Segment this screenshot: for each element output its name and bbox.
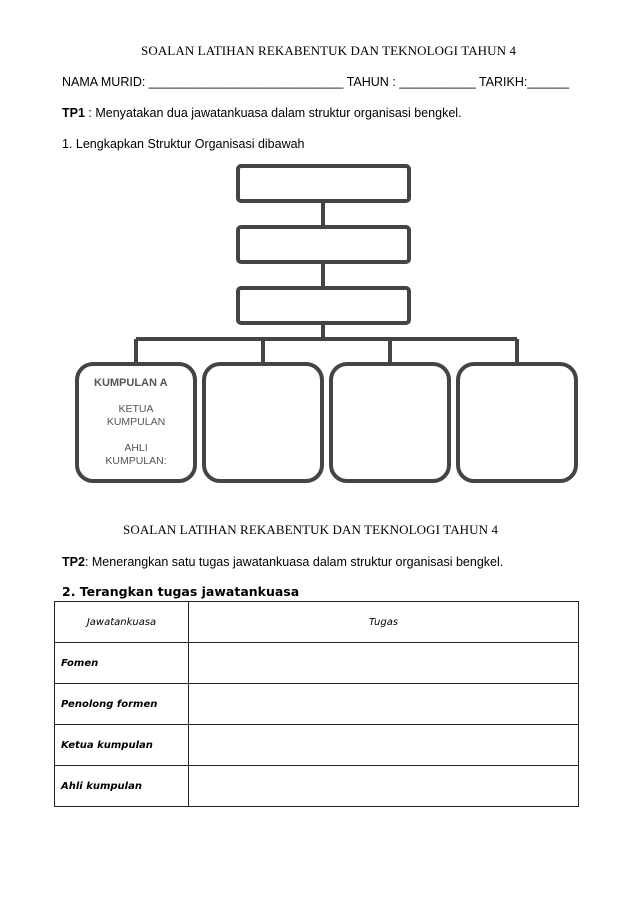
group-box-3[interactable] xyxy=(331,364,449,481)
duty-table xyxy=(54,601,579,807)
role-cell: Fomen xyxy=(55,643,189,684)
tp2-label: TP2 xyxy=(62,555,85,569)
worksheet-header-top: SOALAN LATIHAN REKABENTUK DAN TEKNOLOGI TAHUN 4 xyxy=(141,43,517,58)
tp2-statement xyxy=(62,555,503,569)
group-a-line-1: KETUA xyxy=(118,403,154,415)
group-a-line-4: KUMPULAN: xyxy=(105,455,167,467)
tp2-text: : Menerangkan satu tugas jawatankuasa dalam struktur organisasi bengkel. xyxy=(84,555,504,569)
org-box-level-2[interactable] xyxy=(238,227,409,262)
role-cell: Ahli kumpulan xyxy=(55,766,189,807)
tp1-label: TP1 xyxy=(62,106,85,120)
task-cell[interactable] xyxy=(189,725,579,766)
task-cell[interactable] xyxy=(189,766,579,807)
group-box-2[interactable] xyxy=(204,364,322,481)
task-cell[interactable] xyxy=(189,643,579,684)
table-row xyxy=(55,684,579,725)
question-2: 2. Terangkan tugas jawatankuasa xyxy=(62,584,300,599)
table-row xyxy=(55,725,579,766)
group-a-title: KUMPULAN A xyxy=(94,377,168,389)
header-tugas: Tugas xyxy=(189,602,579,643)
table-row xyxy=(55,643,579,684)
student-info-line: NAMA MURID: ____________________________ TAHUN : ___________ TARIKH:______ xyxy=(62,75,570,89)
group-a-line-3: AHLI xyxy=(124,442,148,454)
group-a-line-2: KUMPULAN xyxy=(106,416,166,428)
task-cell[interactable] xyxy=(189,684,579,725)
tp1-text: : Menyatakan dua jawatankuasa dalam struktur organisasi bengkel. xyxy=(84,106,462,120)
role-cell: Ketua kumpulan xyxy=(55,725,189,766)
header-jawatankuasa: Jawatankuasa xyxy=(55,602,189,643)
table-row xyxy=(55,766,579,807)
group-box-4[interactable] xyxy=(458,364,576,481)
org-box-level-3[interactable] xyxy=(238,288,409,323)
role-cell: Penolong formen xyxy=(55,684,189,725)
worksheet-header-mid: SOALAN LATIHAN REKABENTUK DAN TEKNOLOGI TAHUN 4 xyxy=(123,522,499,537)
table-header-row xyxy=(55,602,579,643)
question-1: 1. Lengkapkan Struktur Organisasi dibawah xyxy=(62,137,305,151)
org-box-level-1[interactable] xyxy=(238,166,409,201)
